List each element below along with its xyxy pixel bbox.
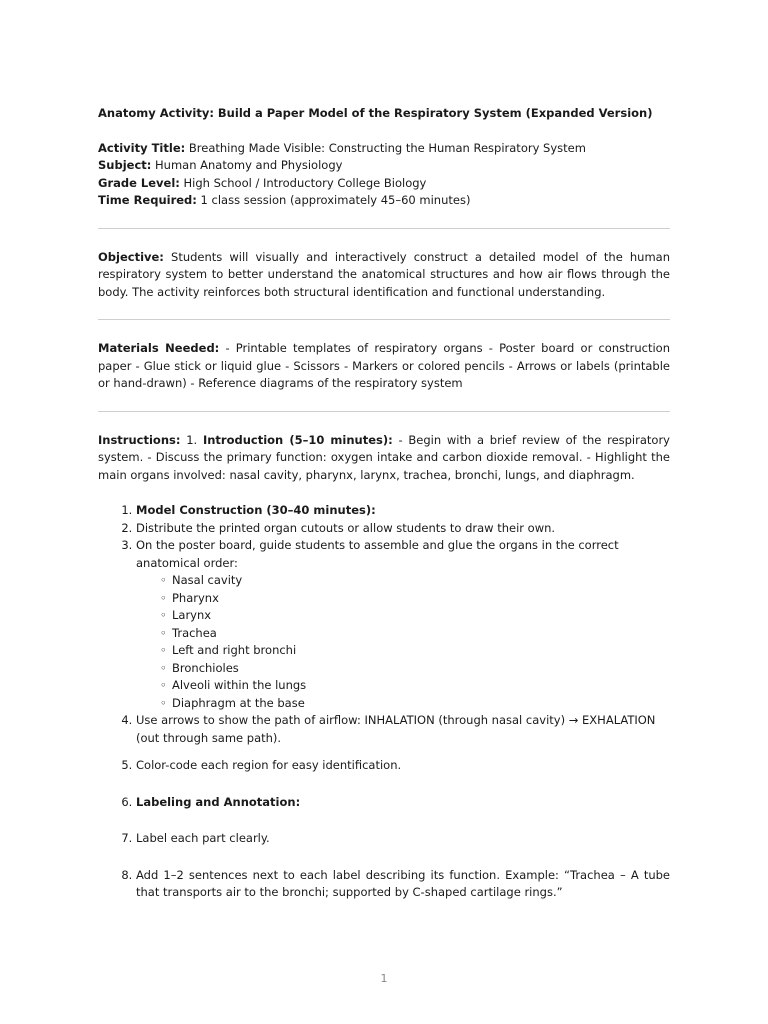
organ-item: ◦ Pharynx (160, 590, 670, 608)
divider (98, 228, 670, 229)
meta-activity-title: Activity Title: Breathing Made Visible: Constructing the Human Respiratory System (98, 140, 586, 155)
instructions-paragraph: Instructions: 1. Introduction (5–10 minutes): - Begin with a brief review of the respiratory system. - Discuss the primary function: oxygen intake and carbon dioxide removal. - Highlight the main organs involved: nasal cavity, pharynx, larynx, trachea, bronchi, lungs, and diaphragm. (98, 432, 670, 482)
divider (98, 319, 670, 320)
list-item: 6. Labeling and Annotation: (136, 794, 670, 812)
meta-subject: Subject: Human Anatomy and Physiology (98, 158, 343, 172)
introduction-label: Introduction (5–10 minutes): (202, 432, 393, 447)
list-item: 1. Model Construction (30–40 minutes): (136, 502, 670, 520)
organ-list (136, 572, 670, 712)
objective-paragraph: Objective: Students will visually and interactively construct a detailed model of the human respiratory system to better understand the anatomical structures and how air flows through the body. The activity reinforces both structural identification and functional understanding. (98, 249, 670, 299)
materials-paragraph: Materials Needed: - Printable templates of respiratory organs - Poster board or construction paper - Glue stick or liquid glue - Scissors - Markers or colored pencils - Arrows or labels (printable or hand-drawn) - Reference diagrams of the respiratory system (98, 341, 670, 390)
organ-item: ◦ Bronchioles (160, 660, 670, 678)
meta-grade-level: Grade Level: High School / Introductory College Biology (98, 175, 427, 190)
organ-item: ◦ Trachea (160, 625, 670, 643)
activity-meta (98, 140, 670, 210)
organ-item: ◦ Diaphragm at the base (160, 695, 670, 713)
list-item: 7. Label each part clearly. (136, 830, 670, 848)
document-page (98, 105, 670, 902)
organ-item: ◦ Left and right bronchi (160, 642, 670, 660)
page-number: 1 (380, 972, 388, 985)
document-title: Anatomy Activity: Build a Paper Model of the Respiratory System (Expanded Version) (98, 106, 653, 120)
organ-item: ◦ Larynx (160, 607, 670, 625)
materials-label: Materials Needed: (98, 341, 220, 355)
list-item: 5. Color-code each region for easy identification. (136, 757, 670, 775)
list-item: 2. Distribute the printed organ cutouts or allow students to draw their own. (136, 520, 670, 538)
organ-item: ◦ Nasal cavity (160, 572, 670, 590)
meta-time-required: Time Required: 1 class session (approximately 45–60 minutes) (98, 193, 471, 207)
objective-label: Objective: (98, 249, 164, 264)
list-item: 3. On the poster board, guide students to assemble and glue the organs in the correct anatomical order: ◦ Nasal cavity ◦ Pharynx ◦ Larynx ◦ Trachea ◦ Left and right bronchi ◦ Bronchioles ◦ Alveoli within the lungs ◦ Diaphragm at the base (136, 537, 670, 712)
divider (98, 411, 670, 412)
list-item: 8. Add 1–2 sentences next to each label describing its function. Example: “Trachea – A tube that transports air to the bronchi; supported by C-shaped cartilage rings.” (136, 867, 670, 902)
organ-item: ◦ Alveoli within the lungs (160, 677, 670, 695)
instruction-steps-list (98, 502, 670, 902)
list-item: 4. Use arrows to show the path of airflow: INHALATION (through nasal cavity) → EXHALATION (out through same path). (136, 712, 670, 747)
instructions-label: Instructions: (98, 432, 181, 447)
